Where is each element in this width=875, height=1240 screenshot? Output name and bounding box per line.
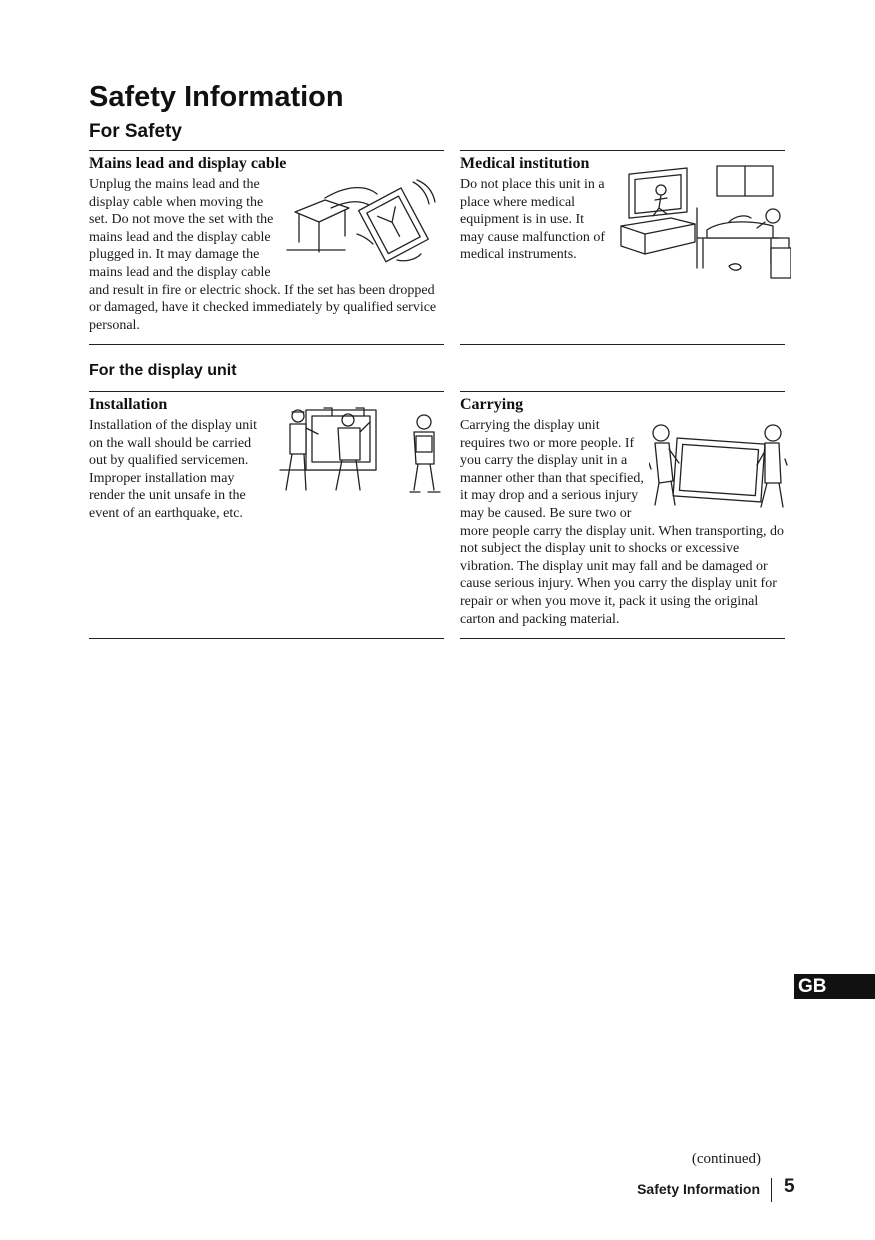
medical-body: Do not place this unit in a place where medical equipment is in use. It may cause malfunction of medical instruments.: [460, 177, 606, 263]
divider-bottom-left: [89, 638, 444, 639]
page-number: 5: [784, 1176, 795, 1197]
installation-block: [89, 395, 269, 523]
language-tab: GB: [794, 974, 875, 999]
footer-separator: [771, 1178, 772, 1202]
page-title: Safety Information: [89, 81, 344, 113]
carrying-body: Carrying the display unit requires two or more people. If you carry the display unit in a manner other than that specified, it may drop and a serious injury may be caused. Be sure two or more people carry the display unit. When transporting, do not subject the display unit to shocks or excessive vibration. The display unit may fall and be damaged or cause serious injury. When you carry the display unit for repair or when you move it, pack it using the original carton and packing material.: [460, 418, 784, 627]
medical-block: [460, 154, 785, 282]
wall-installation-icon: [276, 404, 444, 498]
divider-lower-left: [89, 391, 444, 392]
hospital-bed-display-icon: [611, 164, 791, 282]
installation-body: Installation of the display unit on the wall should be carried out by qualified servicemen. Improper installation may render the unit unsafe in the event of an earthquake, etc.: [89, 418, 257, 521]
mains-lead-block: [89, 154, 441, 334]
divider-top-right: [460, 150, 785, 151]
two-people-carrying-icon: [649, 419, 789, 509]
installation-heading: Installation: [89, 396, 168, 413]
divider-lower-right: [460, 391, 785, 392]
footer-section-label: Safety Information: [637, 1181, 760, 1197]
continued-note: (continued): [691, 1151, 761, 1167]
divider-top-left: [89, 150, 444, 151]
divider-mid-left: [89, 344, 444, 345]
tilting-display-icon: [285, 178, 441, 270]
section-title-for-safety: For Safety: [89, 121, 182, 142]
carrying-block: [460, 395, 785, 628]
carrying-heading: Carrying: [460, 396, 524, 413]
divider-bottom-right: [460, 638, 785, 639]
mains-lead-body: Unplug the mains lead and the display cable when moving the set. Do not move the set with the mains lead and the display cable plugged in. It may damage the mains lead and the display cable and result in fire or electric shock. If the set has been dropped or damaged, have it checked immediately by qualified service personal.: [89, 177, 437, 333]
medical-heading: Medical institution: [460, 155, 590, 172]
divider-mid-right: [460, 344, 785, 345]
mains-lead-heading: Mains lead and display cable: [89, 155, 287, 172]
section-title-display-unit: For the display unit: [89, 362, 237, 379]
